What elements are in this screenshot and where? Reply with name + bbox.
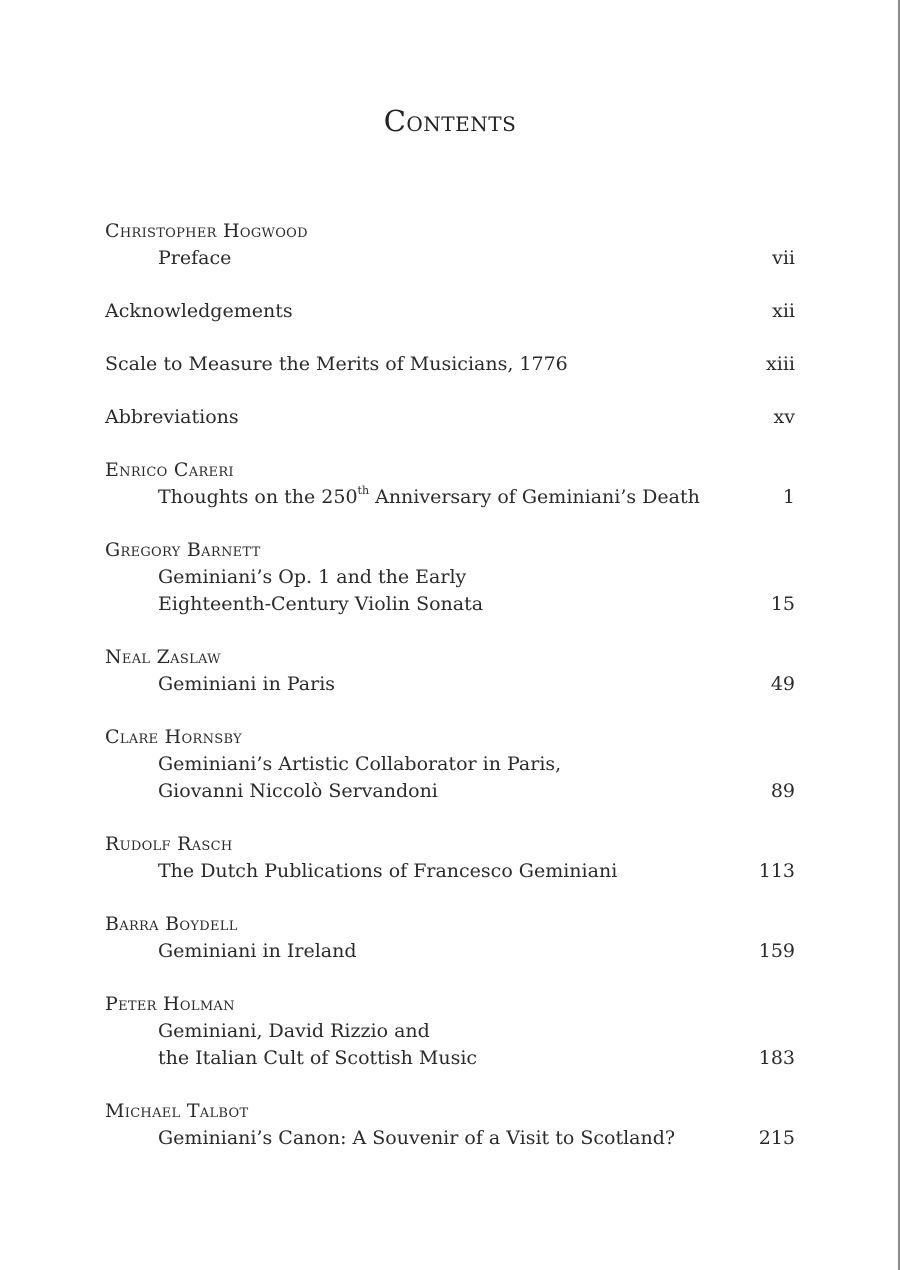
entry-author: Rudolf Rasch: [105, 833, 233, 855]
entry-title-line: [105, 858, 795, 885]
toc-entry-boydell[interactable]: [105, 911, 795, 965]
entry-page-number: 1: [782, 486, 795, 508]
entry-page-number: 113: [758, 860, 795, 882]
entry-author: Gregory Barnett: [105, 539, 261, 561]
entry-author: Clare Hornsby: [105, 726, 242, 748]
entry-page-number: 15: [770, 593, 795, 615]
entry-title-line: [105, 484, 795, 511]
entry-title-line: Geminiani’s Op. 1 and the Early: [158, 566, 467, 588]
entry-title-line: [105, 591, 795, 618]
entry-title-line: [105, 298, 795, 325]
entry-page-number: 49: [770, 673, 795, 695]
entry-page-number: 159: [758, 940, 795, 962]
toc-entry-preface[interactable]: [105, 218, 795, 272]
entry-author: Barra Boydell: [105, 913, 238, 935]
entry-title-line: [105, 938, 795, 965]
entry-title-part: Thoughts on the 250: [158, 486, 358, 508]
entry-page-number: 89: [770, 780, 795, 802]
ordinal-suffix: th: [357, 483, 370, 497]
entry-title: Acknowledgements: [105, 300, 293, 322]
toc-entry-careri[interactable]: [105, 457, 795, 511]
entry-title: Geminiani in Paris: [158, 673, 336, 695]
entry-title-line: Geminiani’s Artistic Collaborator in Paris,: [158, 753, 562, 775]
entry-title: Scale to Measure the Merits of Musicians, 1776: [105, 353, 568, 375]
entry-title: The Dutch Publications of Francesco Geminiani: [158, 860, 618, 882]
toc-entry-barnett[interactable]: [105, 537, 795, 618]
entry-page-number: vii: [772, 247, 795, 269]
table-of-contents: [105, 218, 795, 1152]
toc-entry-rasch[interactable]: [105, 831, 795, 885]
entry-title: Geminiani in Ireland: [158, 940, 357, 962]
entry-author: Neal Zaslaw: [105, 646, 221, 668]
entry-title-part: Anniversary of Geminiani’s Death: [369, 486, 700, 508]
entry-author: Peter Holman: [105, 993, 235, 1015]
entry-title-line: [105, 1125, 795, 1152]
toc-entry-abbreviations[interactable]: [105, 404, 795, 431]
entry-page-number: 215: [758, 1127, 795, 1149]
entry-title: the Italian Cult of Scottish Music: [158, 1047, 478, 1069]
entry-author: Michael Talbot: [105, 1100, 249, 1122]
page-title: Contents: [383, 104, 517, 138]
toc-entry-talbot[interactable]: [105, 1098, 795, 1152]
toc-entry-zaslaw[interactable]: [105, 644, 795, 698]
toc-entry-hornsby[interactable]: [105, 724, 795, 805]
entry-author: Enrico Careri: [105, 459, 234, 481]
entry-title-line: [105, 1045, 795, 1072]
entry-title-line: [105, 404, 795, 431]
entry-title: Geminiani’s Canon: A Souvenir of a Visit to Scotland?: [158, 1127, 676, 1149]
entry-title-line: [105, 351, 795, 378]
toc-entry-acknowledgements[interactable]: [105, 298, 795, 325]
entry-author: Christopher Hogwood: [105, 220, 308, 242]
entry-title: Preface: [158, 247, 232, 269]
entry-title: Eighteenth-Century Violin Sonata: [158, 593, 484, 615]
entry-title-line: Geminiani, David Rizzio and: [158, 1020, 430, 1042]
toc-entry-scale[interactable]: [105, 351, 795, 378]
entry-title-line: [105, 671, 795, 698]
entry-title: Abbreviations: [105, 406, 239, 428]
toc-entry-holman[interactable]: [105, 991, 795, 1072]
entry-page-number: xv: [773, 406, 795, 428]
entry-title-line: [105, 245, 795, 272]
entry-title: [158, 483, 700, 508]
entry-title-line: [105, 778, 795, 805]
entry-page-number: 183: [758, 1047, 795, 1069]
entry-page-number: xiii: [766, 353, 795, 375]
entry-page-number: xii: [772, 300, 795, 322]
entry-title: Giovanni Niccolò Servandoni: [158, 780, 438, 802]
